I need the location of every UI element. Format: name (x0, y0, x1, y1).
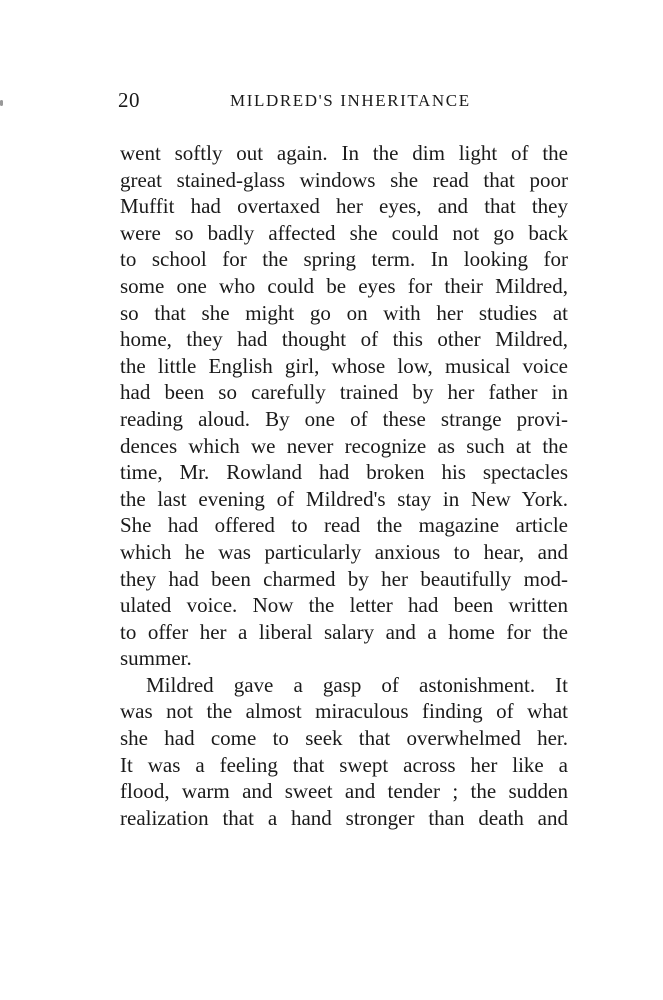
text-line: she had come to seek that overwhelmed her. (120, 726, 568, 751)
text-line: were so badly affected she could not go back (120, 220, 568, 245)
text-line: Muffit had overtaxed her eyes, and that they (120, 194, 568, 219)
text-line: realization that a hand stronger than death and (120, 805, 568, 830)
body-text (120, 140, 568, 831)
text-line: time, Mr. Rowland had broken his spectacles (120, 460, 568, 485)
text-line: ulated voice. Now the letter had been written (120, 593, 568, 618)
text-line-paragraph-end: summer. (120, 646, 192, 671)
text-line: dences which we never recognize as such at the (120, 433, 568, 458)
text-line: to offer her a liberal salary and a home for the (120, 619, 568, 644)
running-head (118, 88, 568, 114)
text-line: so that she might go on with her studies at (120, 300, 568, 325)
page-number: 20 (118, 88, 140, 112)
text-line: the last evening of Mildred's stay in New York. (120, 486, 568, 511)
text-line: reading aloud. By one of these strange provi- (120, 406, 568, 431)
text-line: flood, warm and sweet and tender ; the sudden (120, 779, 568, 804)
text-line: great stained-glass windows she read that poor (120, 167, 568, 192)
text-line-paragraph-start: Mildred gave a gasp of astonishment. It (146, 672, 568, 697)
text-line: the little English girl, whose low, musical voice (120, 353, 568, 378)
text-line: went softly out again. In the dim light of the (120, 141, 568, 165)
text-line: was not the almost miraculous finding of what (120, 699, 568, 724)
book-title: MILDRED'S INHERITANCE (230, 91, 471, 110)
text-line: some one who could be eyes for their Mildred, (120, 273, 568, 298)
text-line: She had offered to read the magazine article (120, 513, 568, 538)
margin-speck (0, 100, 3, 106)
text-line: which he was particularly anxious to hear, and (120, 539, 568, 564)
text-line: It was a feeling that swept across her like a (120, 752, 568, 777)
text-line: to school for the spring term. In looking for (120, 247, 568, 272)
text-line: they had been charmed by her beautifully mod- (120, 566, 568, 591)
text-line: had been so carefully trained by her father in (120, 380, 568, 405)
text-line: home, they had thought of this other Mildred, (120, 327, 568, 352)
